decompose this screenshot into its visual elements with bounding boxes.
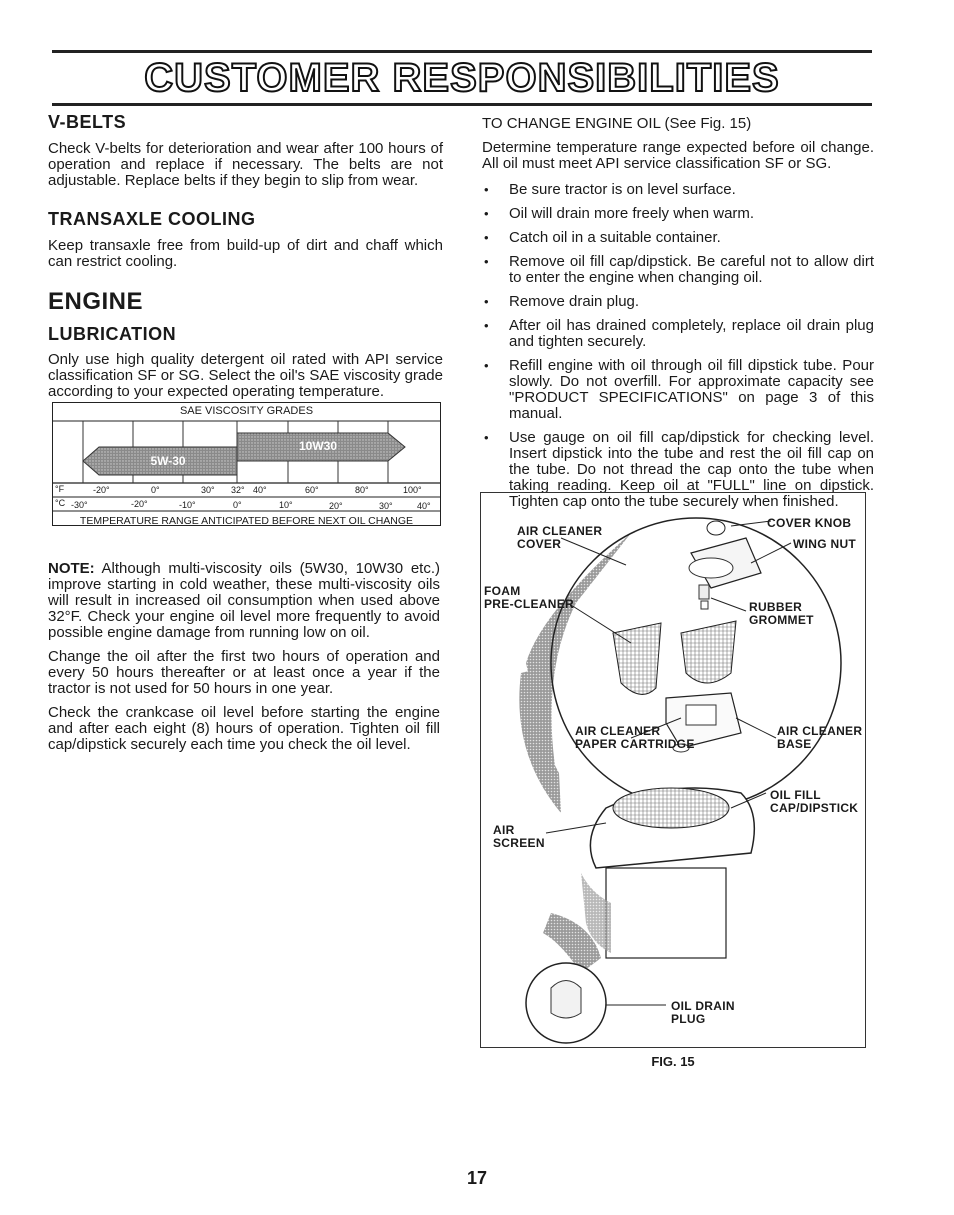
oil-change-interval-text: Change the oil after the first two hours of operation and every 50 hours thereafter or at least once a year if the tractor is not used for 50 hours in one year. [48, 648, 440, 697]
f-unit: °F [55, 484, 65, 494]
lubrication-text: Only use high quality detergent oil rated with API service classification SF or SG. Select the oil's SAE viscosity grade according to your expected operating temperature. [48, 351, 443, 400]
oil-change-intro: Determine temperature range expected before oil change. All oil must meet API service classification SF or SG. [482, 139, 874, 172]
note-text: Although multi-viscosity oils (5W30, 10W30 etc.) improve starting in cold weather, these multi-viscosity oils will result in increased oil consumption when used above 32°F. Check your engine oil level more frequently to avoid possible engine damage from running low on oil. [48, 560, 440, 641]
air-cleaner-cover-label: AIR CLEANER COVER [517, 524, 603, 551]
bar-10w30-label: 10W30 [298, 439, 338, 453]
oil-change-heading: TO CHANGE ENGINE OIL (See Fig. 15) [482, 115, 752, 132]
list-item: • Use gauge on oil fill cap/dipstick for checking level. Insert dipstick into the tube and rest the oil fill cap on the tube. Do not thread the cap onto the tube when taking reading. Keep oil at "FULL" line on dipstick. Tighten cap onto the tube securely when finished. [482, 430, 874, 510]
f-tick: 60° [305, 485, 319, 495]
c-tick: -30° [71, 500, 88, 510]
note-lead: NOTE: [48, 560, 95, 577]
transaxle-text: Keep transaxle free from build-up of dirt and chaff which can restrict cooling. [48, 237, 443, 270]
bar-5w30-label: 5W-30 [150, 454, 186, 468]
oil-change-steps [482, 182, 874, 510]
air-screen-label: AIR SCREEN [493, 823, 545, 850]
list-item: • Remove drain plug. [482, 294, 874, 310]
cover-knob-label: COVER KNOB [767, 516, 852, 530]
list-item: • Catch oil in a suitable container. [482, 230, 874, 246]
c-tick: 20° [329, 501, 343, 511]
oil-drain-plug-label: OIL DRAIN PLUG [671, 999, 735, 1026]
list-item: • Remove oil fill cap/dipstick. Be careful not to allow dirt to enter the engine when changing oil. [482, 254, 874, 286]
transaxle-heading: TRANSAXLE COOLING [48, 209, 256, 229]
viscosity-chart [52, 402, 441, 526]
list-item: • After oil has drained completely, replace oil drain plug and tighten securely. [482, 318, 874, 350]
f-tick: 0° [151, 485, 160, 495]
notes-block [48, 561, 440, 753]
left-column [48, 110, 443, 400]
f-tick: 30° [201, 485, 215, 495]
foam-pre-cleaner-label: FOAM PRE-CLEANER [484, 584, 574, 611]
viscosity-chart-title: SAE VISCOSITY GRADES [179, 405, 314, 417]
oil-check-text: Check the crankcase oil level before starting the engine and after each eight (8) hours of operation. Tighten oil fill cap/dipstick securely each time you check the oil level. [48, 704, 440, 753]
header-rule-top [52, 50, 872, 53]
c-tick: 40° [417, 501, 431, 511]
figure-15 [480, 492, 866, 1048]
lubrication-heading: LUBRICATION [48, 324, 177, 344]
air-cleaner-base-label: AIR CLEANER BASE [777, 724, 863, 751]
c-tick: -20° [131, 499, 148, 509]
f-tick: 100° [403, 485, 422, 495]
paper-cartridge-label: AIR CLEANER PAPER CARTRIDGE [575, 724, 695, 751]
list-item: • Refill engine with oil through oil fill dipstick tube. Pour slowly. Do not overfill. For approximate capacity see "PRODUCT SPECIFICATIONS" on page 3 of this manual. [482, 358, 874, 422]
c-unit: °C [55, 498, 66, 508]
vbelts-text: Check V-belts for deterioration and wear after 100 hours of operation and replace if necessary. The belts are not adjustable. Replace belts if they begin to slip from wear. [48, 140, 443, 189]
page-number: 17 [466, 1168, 488, 1188]
header-rule-bottom [52, 103, 872, 106]
list-item: • Be sure tractor is on level surface. [482, 182, 874, 198]
figure-caption: FIG. 15 [651, 1054, 695, 1069]
list-item: • Oil will drain more freely when warm. [482, 206, 874, 222]
c-tick: 30° [379, 501, 393, 511]
f-tick: -20° [93, 485, 110, 495]
rubber-grommet-label: RUBBER GROMMET [749, 600, 814, 627]
note-paragraph [48, 561, 440, 641]
c-tick: 0° [233, 500, 242, 510]
c-tick: -10° [179, 500, 196, 510]
f-tick: 40° [253, 485, 267, 495]
right-column [482, 116, 874, 518]
f-tick: 80° [355, 485, 369, 495]
engine-heading: ENGINE [48, 288, 144, 315]
f-tick: 32° [231, 485, 245, 495]
page-title: CUSTOMER RESPONSIBILITIES [144, 56, 780, 100]
wing-nut-label: WING NUT [793, 537, 857, 551]
oil-fill-cap-label: OIL FILL CAP/DIPSTICK [770, 788, 859, 815]
engine-air-cleaner-illustration [481, 493, 865, 1047]
c-tick: 10° [279, 500, 293, 510]
vbelts-heading: V-BELTS [48, 112, 127, 132]
viscosity-chart-footer: TEMPERATURE RANGE ANTICIPATED BEFORE NEXT OIL CHANGE [79, 515, 414, 527]
